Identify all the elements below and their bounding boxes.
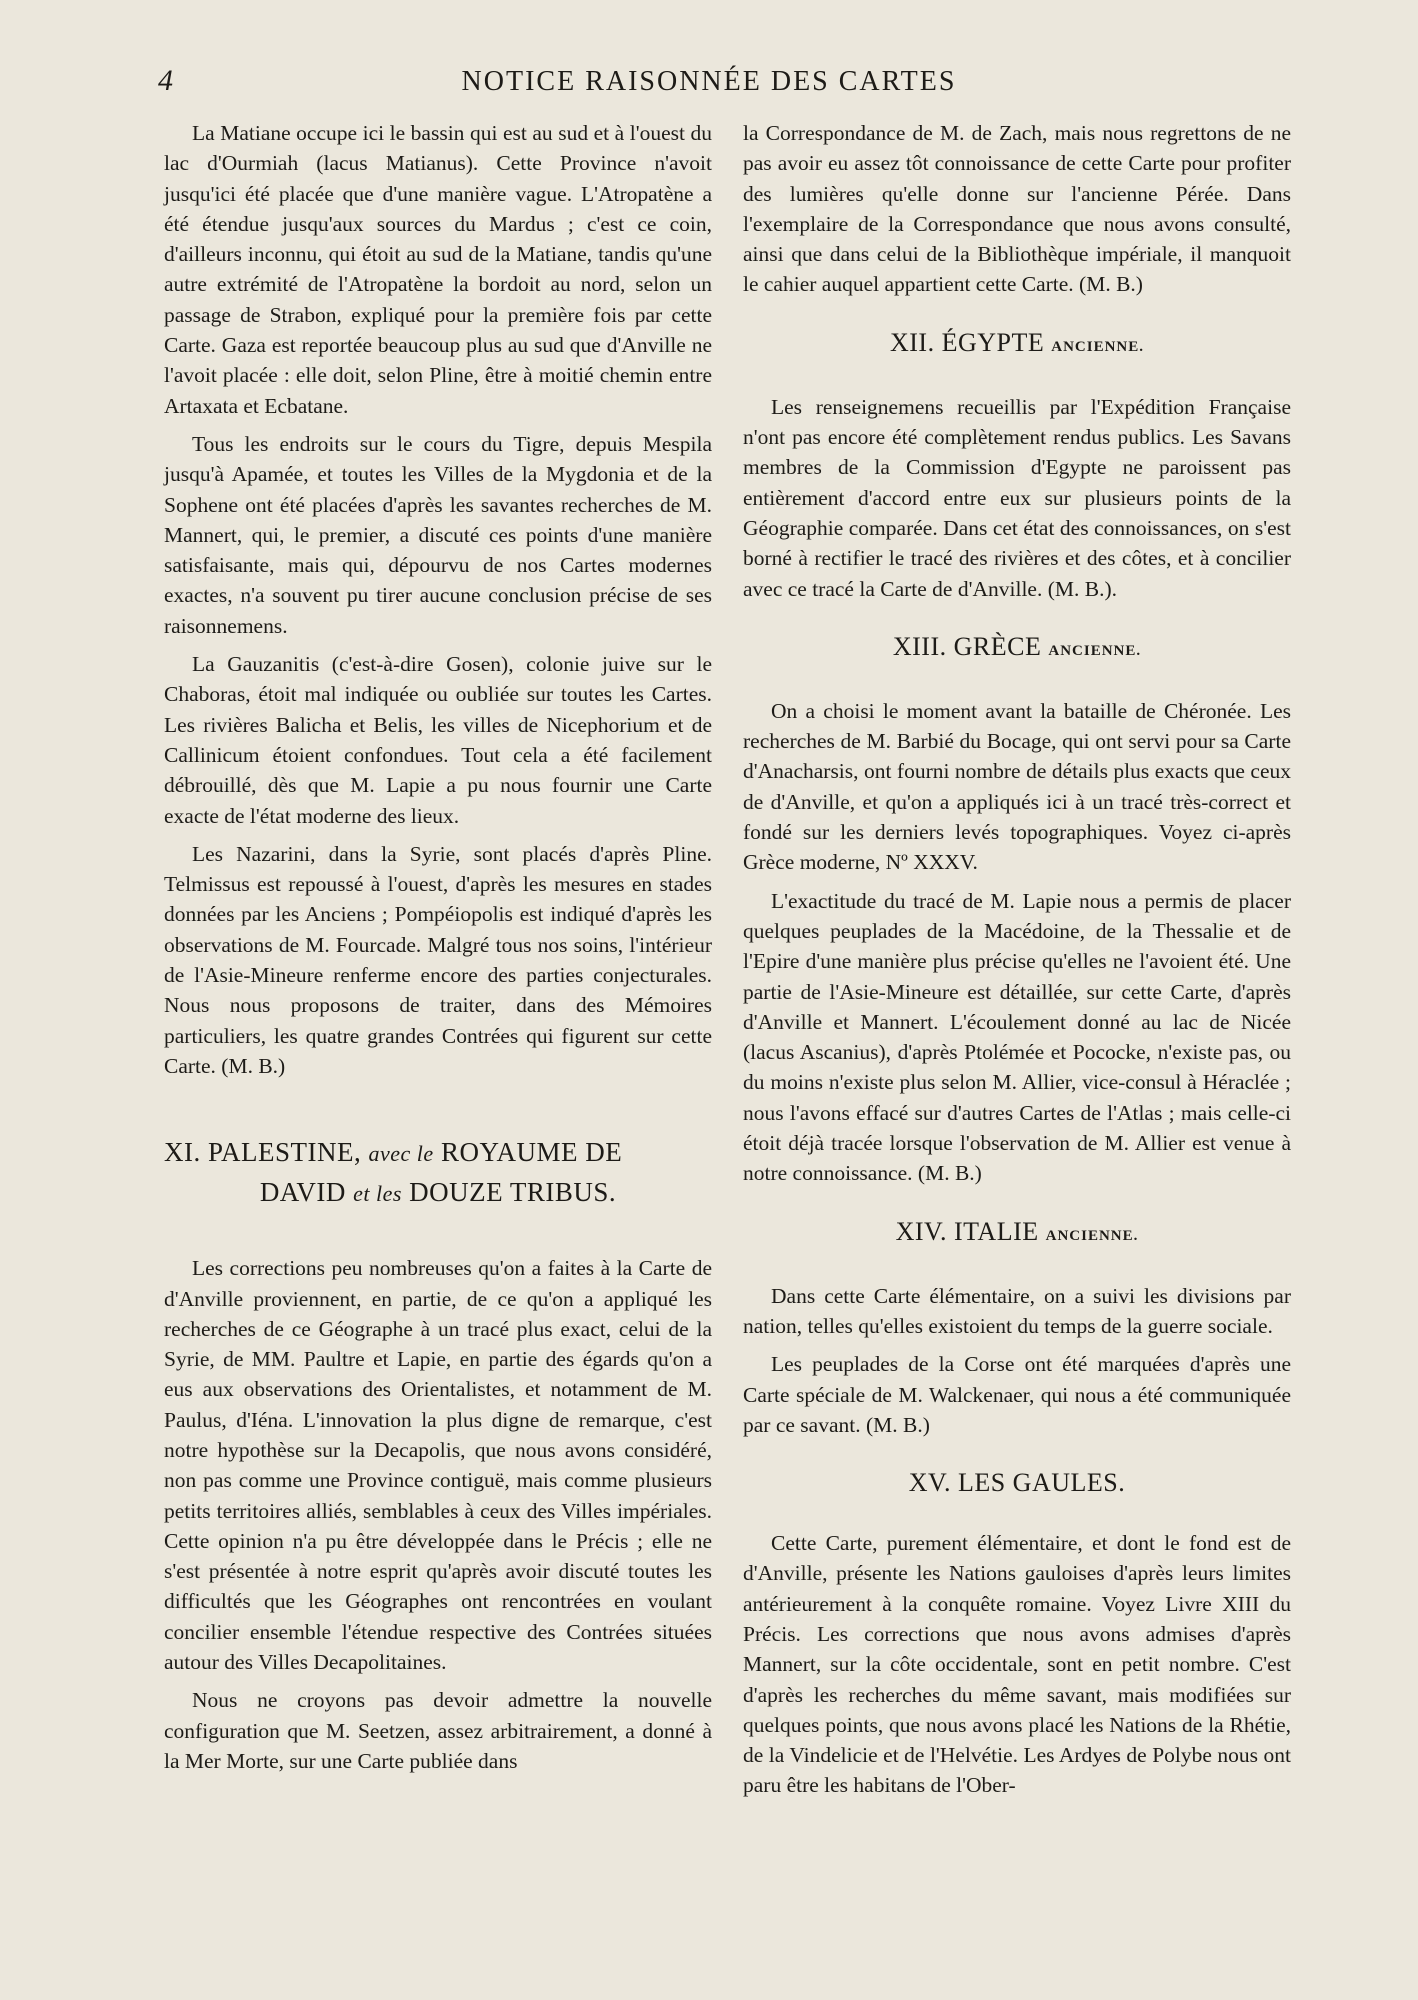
section-title: XV. LES GAULES. [908,1468,1126,1498]
section-title: XII. ÉGYPTE [889,327,1045,357]
section-title: XIII. GRÈCE [892,631,1042,661]
heading-part: et les [353,1181,402,1207]
paragraph: La Matiane occupe ici le bassin qui est au sud et à l'ouest du lac d'Ourmiah (lacus Matianus). Cette Province n'avoit jusqu'ici été placée que d'une manière vague. L'Atropatène a été étendue jusqu'aux sources du Mardus ; c'est ce coin, d'ailleurs inconnu, qui étoit au sud de la Matiane, tandis qu'une autre extrémité de l'Atropatène la bordoit au nord, selon un passage de Strabon, expliqué pour la première fois par cette Carte. Gaza est reportée beaucoup plus au sud que d'Anville ne l'avoit placée : elle doit, selon Pline, être à moitié chemin entre Artaxata et Ecbatane. [164,121,712,418]
section-heading [743,326,1291,364]
page-number: 4 [158,64,173,97]
section-subtitle: ANCIENNE. [1048,642,1142,659]
heading-part: DOUZE TRIBUS. [409,1177,617,1208]
paragraph: L'exactitude du tracé de M. Lapie nous a permis de placer quelques peuplades de la Macédoine, de la Thessalie et de l'Epire d'une manière plus précise qu'elles ne l'avoient été. Une partie de l'Asie-Mineure est détaillée, sur cette Carte, d'après d'Anville et Mannert. L'écoulement donné au lac de Nicée (lacus Ascanius), d'après Ptolémée et Pococke, n'existe pas, ou du moins n'existe plus selon M. Allier, vice-consul à Héraclée ; nous l'avons effacé sur d'autres Cartes de l'Atlas ; mais celle-ci étoit déjà tracée lorsque l'observation de M. Allier est venue à notre connoissance. (M. B.) [743,888,1291,1186]
running-head: NOTICE RAISONNÉE DES CARTES [461,66,957,97]
heading-line-2 [164,1173,712,1213]
section-heading [743,630,1291,668]
left-column [164,118,712,1784]
section-subtitle: ANCIENNE. [1051,338,1145,355]
right-column [743,118,1291,1809]
section-heading [743,1466,1291,1500]
paragraph: Les Nazarini, dans la Syrie, sont placés d'après Pline. Telmissus est repoussé à l'ouest, d'après les mesures en stades données par les Anciens ; Pompéiopolis est indiqué d'après les observations de M. Fourcade. Malgré tous nos soins, l'intérieur de l'Asie-Mineure renferme encore des parties conjecturales. Nous nous proposons de traiter, dans des Mémoires particuliers, les quatre grandes Contrées qui figurent sur cette Carte. (M. B.) [164,841,712,1078]
paragraph: Cette Carte, purement élémentaire, et dont le fond est de d'Anville, présente les Nations gauloises d'après leurs limites antérieurement à la conquête romaine. Voyez Livre XIII du Précis. Les corrections que nous avons admises d'après Mannert, sur la côte occidentale, sont en petit nombre. C'est d'après les recherches du même savant, mais modifiées sur quelques points, que nous avons placé les Nations de la Rhétie, de la Vindelicie et de l'Helvétie. Les Ardyes de Polybe nous ont paru être les habitans de l'Ober- [743,1531,1291,1798]
paragraph: Tous les endroits sur le cours du Tigre, depuis Mespila jusqu'à Apamée, et toutes les Villes de la Mygdonia et de la Sophene ont été placées d'après les savantes recherches de M. Mannert, qui, le premier, a discuté ces points d'une manière satisfaisante, mais qui, dépourvu de nos Cartes modernes exactes, n'a souvent pu tirer aucune conclusion précise de ses raisonnemens. [164,431,712,638]
paragraph: la Correspondance de M. de Zach, mais nous regrettons de ne pas avoir eu assez tôt connoissance de cette Carte pour profiter des lumières qu'elle donne sur l'ancienne Pérée. Dans l'exemplaire de la Correspondance que nous avons consulté, ainsi que dans celui de la Bibliothèque impériale, il manquoit le cahier auquel appartient cette Carte. (M. B.) [743,121,1291,297]
section-title: XIV. ITALIE [895,1216,1039,1246]
paragraph: Nous ne croyons pas devoir admettre la nouvelle configuration que M. Seetzen, assez arbitrairement, a donné à la Mer Morte, sur une Carte publiée dans [164,1688,712,1773]
section-heading [743,1215,1291,1253]
paragraph: Dans cette Carte élémentaire, on a suivi les divisions par nation, telles qu'elles existoient du temps de la guerre sociale. [743,1283,1291,1338]
paragraph: Les corrections peu nombreuses qu'on a faites à la Carte de d'Anville proviennent, en partie, de ce qu'on a appliqué les recherches de ce Géographe à un tracé plus exact, celui de la Syrie, de MM. Paultre et Lapie, en partie des égards qu'on a eus aux observations des Orientalistes, et notamment de M. Paulus, d'Iéna. L'innovation la plus digne de remarque, c'est notre hypothèse sur la Decapolis, que nous avons considéré, non pas comme une Province contiguë, mais comme plusieurs petits territoires alliés, semblables à ceux des Villes impériales. Cette opinion n'a pu être développée dans le Précis ; elle ne s'est présentée à notre esprit qu'après avoir discuté toutes les difficultés que les Géographes ont rencontrées en voulant concilier ensemble l'étendue respective des Contrées situées autour des Villes Decapolitaines. [164,1256,712,1675]
heading-part: ROYAUME DE [440,1137,623,1168]
paragraph: Les peuplades de la Corse ont été marquées d'après une Carte spéciale de M. Walckenaer, qui nous a été communiquée par ce savant. (M. B.) [743,1352,1291,1437]
section-subtitle: ANCIENNE. [1045,1227,1139,1244]
section-heading-xi [164,1133,712,1213]
paragraph: On a choisi le moment avant la bataille de Chéronée. Les recherches de M. Barbié du Bocage, qui ont servi pour sa Carte d'Anacharsis, ont fourni nombre de détails plus exacts que ceux de d'Anville, et qu'on a appliqués ici à un tracé très-correct et fondé sur les derniers levés topographiques. Voyez ci-après Grèce moderne, Nº XXXV. [743,698,1291,875]
paragraph: Les renseignemens recueillis par l'Expédition Française n'ont pas encore été complètement rendus publics. Les Savans membres de la Commission d'Egypte ne paroissent pas entièrement d'accord entre eux sur plusieurs points de la Géographie comparée. Dans cet état des connoissances, on s'est borné à rectifier le tracé des rivières et des côtes, et à concilier avec ce tracé la Carte de d'Anville. (M. B.). [743,394,1291,601]
heading-part: DAVID [259,1177,346,1208]
heading-part: avec le [368,1141,434,1167]
paragraph: La Gauzanitis (c'est-à-dire Gosen), colonie juive sur le Chaboras, étoit mal indiquée ou oubliée sur toutes les Cartes. Les rivières Balicha et Belis, les villes de Nicephorium et de Callinicum étoient confondues. Tout cela a été facilement débrouillé, dès que M. Lapie a pu nous fournir une Carte exacte de l'état moderne des lieux. [164,652,712,828]
heading-part: XI. PALESTINE, [164,1137,362,1168]
